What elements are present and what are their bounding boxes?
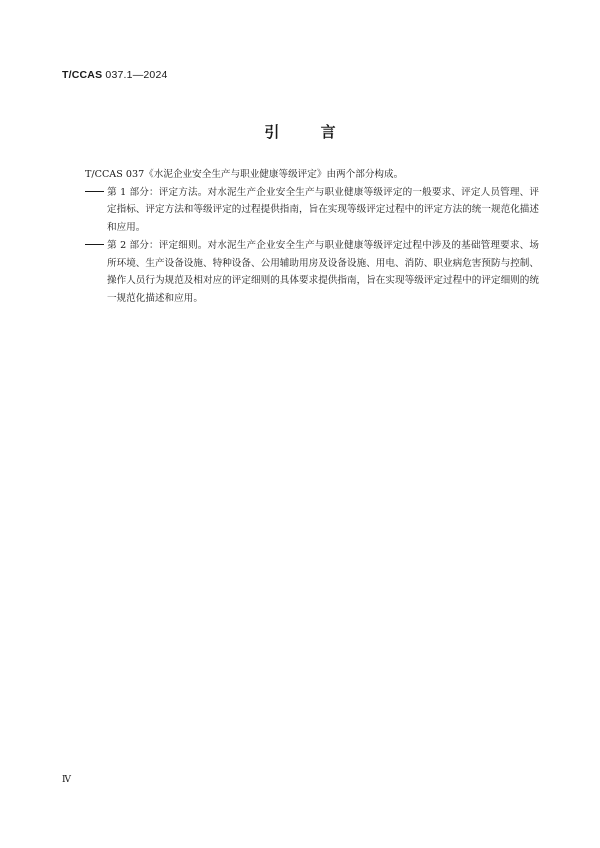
introduction-body [85, 166, 539, 308]
section-title: 引 言 [264, 123, 354, 141]
document-prefix: T/CCAS [62, 69, 103, 81]
page-number: Ⅳ [62, 775, 71, 785]
document-number: 037.1—2024 [105, 69, 168, 81]
intro-paragraph: T/CCAS 037《水泥企业安全生产与职业健康等级评定》由两个部分构成。 [85, 169, 404, 180]
list-item-text: 第 1 部分：评定方法。对水泥生产企业安全生产与职业健康等级评定的一般要求、评定人员管理、评定指标、评定方法和等级评定的过程提供指南，旨在实现等级评定过程中的评定方法的统一规范化描述和应用。 [107, 186, 539, 234]
list-item-part-2 [85, 237, 539, 308]
document-identifier [62, 69, 168, 81]
list-item-part-1 [85, 184, 539, 237]
list-item-text: 第 2 部分：评定细则。对水泥生产企业安全生产与职业健康等级评定过程中涉及的基础管理要求、场所环境、生产设备设施、特种设备、公用辅助用房及设备设施、用电、消防、职业病危害预防与控制、操作人员行为规范及相对应的评定细则的具体要求提供指南，旨在实现等级评定过程中的评定细则的统一规范化描述和应用。 [107, 239, 539, 304]
em-dash-bullet [85, 184, 107, 202]
em-dash-bullet [85, 237, 107, 255]
